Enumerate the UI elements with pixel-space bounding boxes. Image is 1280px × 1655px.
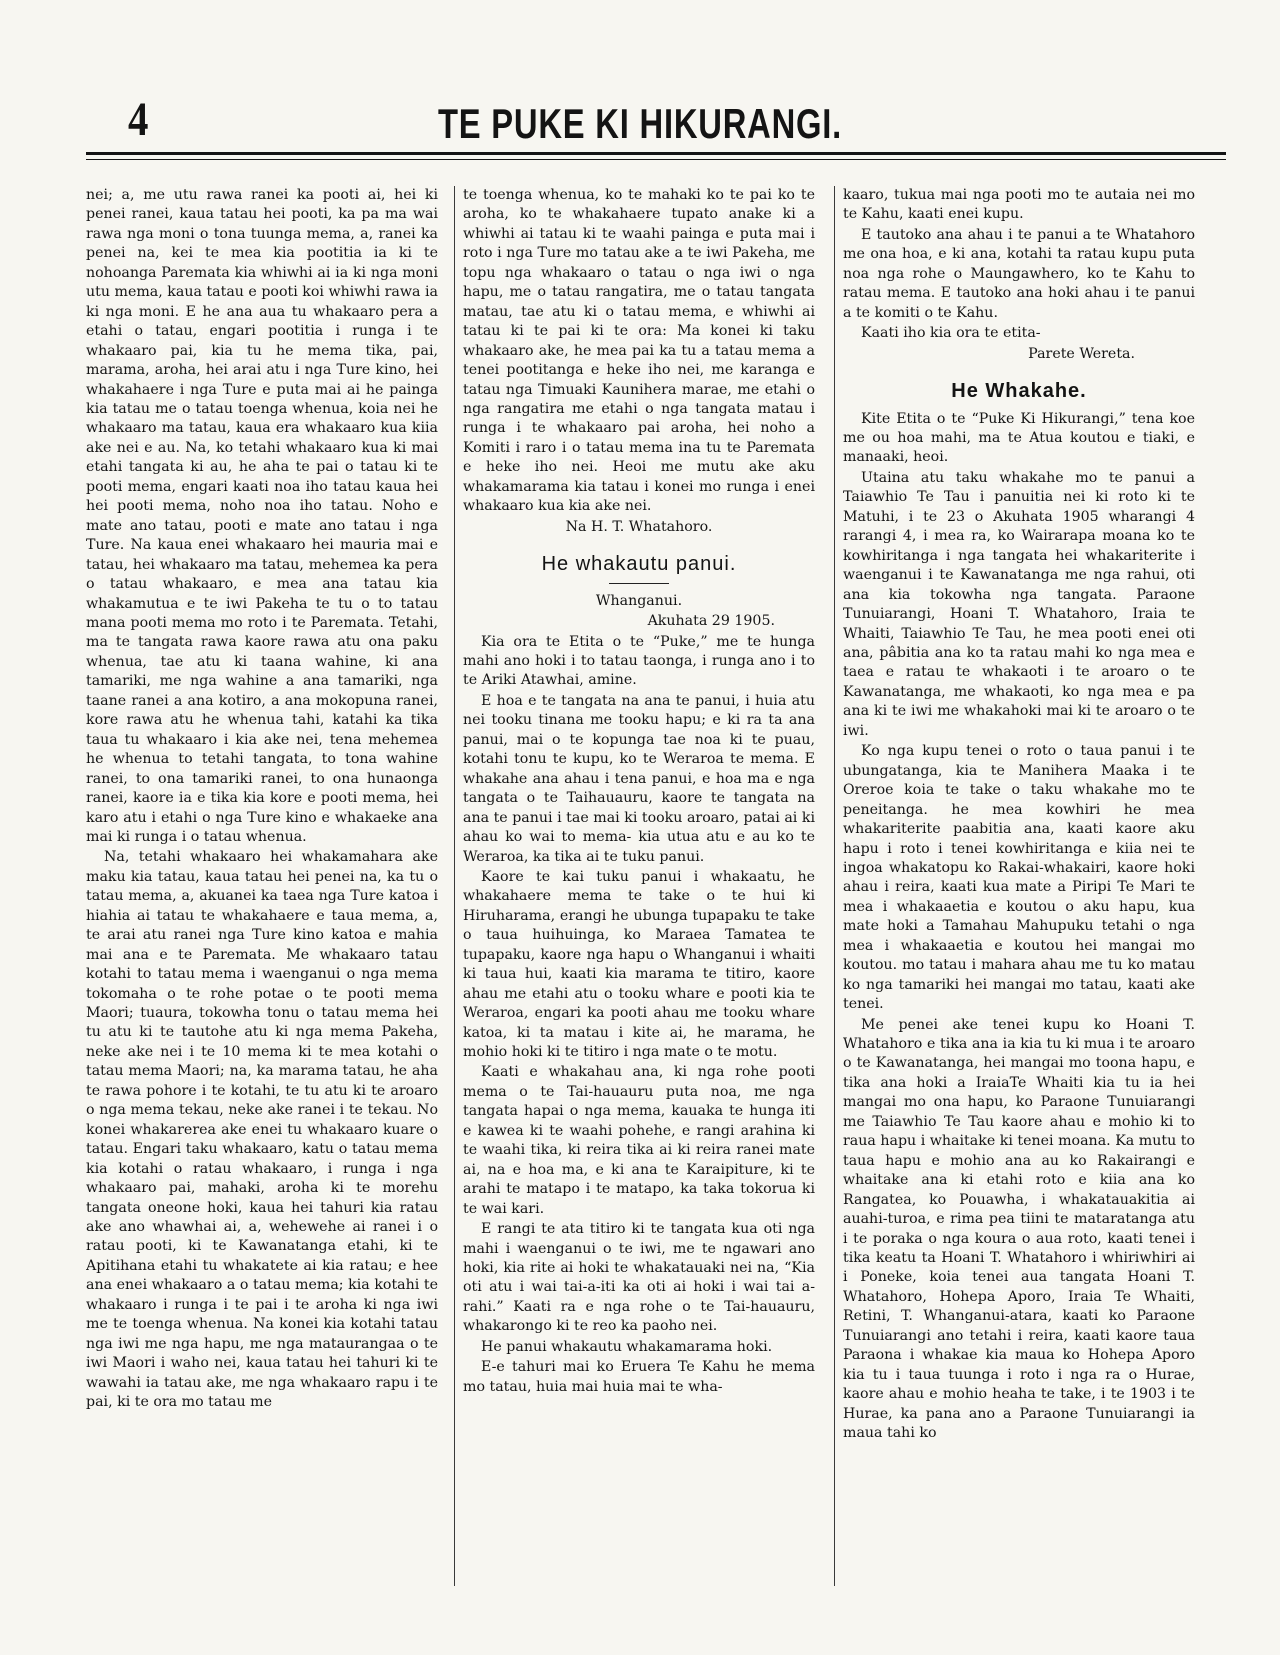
col2-paragraph-7: He panui whakautu whakamarama hoki. <box>481 1338 773 1355</box>
col1-paragraph-1: nei; a, me utu rawa ranei ka pooti ai, hei ki penei ranei, kaua tatau hei pooti, ka pa ma wai rawa nga moni o tona tuunga mema, a, ranei ka penei na, kei te mea kia pootitia ia ki te nohoanga Paremata kia whiwhi ai ia ki nga moni utu mema, kaua tatau e pooti koi whiwhi rawa ia ki nga moni. E he ana aua tu whakaaro pera a etahi o tatau, engari pootitia i runga i te whakaaro pai, kia tu he mema tika, pai, marama, aroha, hei arai atu i nga Ture kino, hei whakahaere i nga Ture e puta mai ai he painga kia tatau me o tatau toenga whenua, koia nei he whakaaro ma tatau, kaua era whakaaro kua kiia ake nei e au. Na, ko tetahi whakaaro kua ki mai etahi tangata ki au, he aha te pai o tatau ki te pooti mema, engari kaati noa iho tatau kaua hei hei pooti mema, noho noa iho tatau. Noho e mate ano tatau, pooti e mate ano tatau i nga Ture. Na kaua enei whakaaro hei mauria mai e tatau, hei whakaaro ma tatau, mehemea ka pera o tatau whakaaro, e mea ana tatau kia whakamutua e te iwi Pakeha te tu o to tatau mana pooti mema mo roto i te Paremata. Tetahi, ma te tangata rawa kaore rawa atu ona paku whenua, tae atu ki taana wahine, ki ana tamariki, me nga wahine a ana tamariki, nga taane ranei a ana kotiro, a ana mokopuna ranei, kore rawa atu he whenua tahi, katahi ka tika taua tu whakaaro i kia ake nei, tena mehemea he whenua to tetahi tangata, to tona wahine ranei, to ona tamariki ranei, to ona hunaonga ranei, kaore ia e tika kia kore e pooti mema, hei karo atu i etahi o nga Ture kino e whakaeke ana mai ki runga i o tatau whenua. <box>86 187 438 845</box>
header-rule-thin <box>86 159 1226 160</box>
col3-paragraph-4: Kite Etita o te “Puke Ki Hikurangi,” tena koe me ou hoa mahi, ma te Atua koutou e tiaki, e manaaki, heoi. <box>843 410 1195 466</box>
column-3 <box>843 186 1195 1646</box>
col3-paragraph-5: Utaina atu taku whakahe mo te panui a Taiawhio Te Tau i panuitia nei ki roto ki te Matuhi, i te 23 o Akuhata 1905 wharangi 4 rarangi 4, i mea ra, ko Wairarapa moana ko te kowhiritanga i nga tangata hei whakariterite i waenganui i te Kawanatanga me nga rahui, oti ana kia tokowha nga tangata. Paraone Tunuiarangi, Hoani T. Whatahoro, Iraia te Whaiti, Taiawhio Te Tau, he mea pooti enei oti ana, pâbitia ana ko ta ratau mahi ko nga mea e taea e ratau te whakaoti i te aroaro o te Kawanatanga, me whakaoti, ko nga mea e pa ana ki te iwi me whakahoki mai ki te aroaro o te iwi. <box>843 469 1195 739</box>
article-heading-whakautu: He whakautu panui. <box>541 553 737 576</box>
col2-signature: Na H. T. Whatahoro. <box>565 518 713 535</box>
col2-paragraph-2: Kia ora te Etita o te “Puke,” me te hunga mahi ano hoki i to tatau taonga, i runga ano i to te Ariki Atawhai, amine. <box>463 633 815 689</box>
dateline-date: Akuhata 29 1905. <box>647 613 775 630</box>
masthead-title <box>0 100 1280 148</box>
col3-paragraph-3: Kaati iho kia ora te etita- <box>861 325 1041 342</box>
col2-paragraph-5: Kaati e whakahau ana, ki nga rohe pooti mema o te Tai-hauauru puta noa, me nga tangata hapai o nga mema, kauaka te hunga iti e kawea ki te waahi pohehe, e rangi arahina ki te waahi tika, ki reira tika ai ki reira ranei mate ai, na e hoa ma, e ki ana te Karaipiture, ki te arahi te matapo i te matapo, ka taka tokorua ki te wai kari. <box>463 1064 815 1217</box>
page-number: 4 <box>128 93 149 146</box>
col2-paragraph-8: E-e tahuri mai ko Eruera Te Kahu he mema mo tatau, huia mai huia mai te wha- <box>463 1359 815 1395</box>
column-divider-2 <box>834 186 835 1586</box>
col3-paragraph-1: kaaro, tukua mai nga pooti mo te autaia nei mo te Kahu, kaati enei kupu. <box>843 187 1195 223</box>
col2-paragraph-6: E rangi te ata titiro ki te tangata kua oti nga mahi i waenganui o te iwi, me te ngawari ano hoki, kia rite ai hoki te whakatauaki nei na, “Kia oti atu i wai tai-a-iti ka oti ai hoki i wai tai a-rahi.” Kaati ra e nga rohe o te Tai-hauauru, whakarongo ki te reo ka paoho nei. <box>463 1221 815 1335</box>
article-heading-whakahe: He Whakahe. <box>951 380 1087 403</box>
col3-paragraph-7: Me penei ake tenei kupu ko Hoani T. Whatahoro e tika ana ia kia tu ki mua i te aroaro o te Kawanatanga, hei mangai mo toona hapu, e tika ana hoki a IraiaTe Whaiti kia tu ia hei mangai mo ona hapu, ko Paraone Tunuiarangi me Taiawhio Te Tau kaore ahau e mohio ki to raua hapu i whaitake ki tenei moana. Ka mutu to taua hapu e mohio ana au ko Rakairangi e whaitake ana ki etahi roto e kiia ana ko Rangatea, ko Pouawha, i whakatauakitia ai auahi-turoa, e rima pea tiini te mataratanga atu i te poraka o nga koura o aua roto, kaati tenei i tika keatu ta Hoani T. Whatahoro i whiriwhiri ai i Poneke, koia tenei aua tangata Hoani T. Whatahoro, Hohepa Aporo, Iraia Te Whaiti, Retini, T. Whanganui-atara, kaati ko Paraone Tunuiarangi ano tetahi i reira, kaati kaore taua Paraona i whakae kia maua ko Hohepa Aporo kia tu i taua tuunga i roto i nga ra o Hurae, kaore ahau e mohio heaha te take, i te 1903 i te Hurae, ka pana ano a Paraone Tunuiarangi ia maua tahi ko <box>843 1016 1195 1442</box>
column-divider-1 <box>454 186 455 1586</box>
col2-paragraph-4: Kaore te kai tuku panui i whakaatu, he whakahaere mema te take o te hui ki Hiruharama, erangi he ubunga tupapaku te take o taua huihuinga, ko Maraea Tamatea te tupapaku, kaore nga hapu o Whanganui i whaiti ki taua hui, kaati kia marama te titiro, kaore ahau me etahi atu o tooku whare e pooti kia te Weraroa, engari ka pooti ahau me tooku whare katoa, ki ta matau i kite ai, he marama, he mohio hoki ki te titiro i nga mate o te motu. <box>463 868 815 1061</box>
col3-paragraph-6: Ko nga kupu tenei o roto o taua panui i te ubungatanga, kia te Manihera Maaka i te Oreroe koia te take o taku whakahe mo te peneitanga. he mea kowhiri he mea whakariterite paabitia ana, kaati kaore aku hapu i roto i tenei kowhiritanga e kiia nei te ingoa whakatopu ko Rakai-whakairi, kaore hoki ahau i reira, kaati kua mate a Piripi Te Mari te mea i whakaaetia e koutou o aku hapu, kua mate hoki a Tamahau Mahupuku tetahi o nga mea i whakaaetia e koutou hei mangai mo koutou. mo tatau i mahara ahau me tu ko matau ko nga tamariki hei mangai mo tatau, kaati ake tenei. <box>843 743 1195 1013</box>
masthead-text: TE PUKE KI HIKURANGI. <box>437 100 843 147</box>
col2-paragraph-3: E hoa e te tangata na ana te panui, i huia atu nei tooku tinana me tooku hapu; e ki ra ta ana panui, mai o te kopunga tae noa ki te puau, kotahi tonu te kupu, ko te Weraroa te mema. E whakahe ana ahau i tena panui, e hoa ma e nga tangata o te Taihauauru, kaore te tangata na ana te panui i tae mai ki tooku aroaro, patai ai ki ahau ko wai to mema- kia utua atu e au ko te Weraroa, ka tika ai te tuku panui. <box>463 692 815 865</box>
col2-paragraph-1: te toenga whenua, ko te mahaki ko te pai ko te aroha, ko te whakahaere tupato anake ki a whiwhi ai tatau ki te waahi painga e puta mai i roto i nga Ture mo tatau ake a te iwi Pakeha, me topu nga whakaaro o tatau o nga iwi o nga hapu, me o tatau rangatira, me o tatau tangata matau, tae atu ki o tatau mema, e whiwhi ai tatau ki te pai ki te ora: Ma konei ki taku whakaaro ake, he mea pai ka tu a tatau mema a tenei pootitanga e heke iho nei, me karanga e tatau nga Timuaki Kaunihera marae, me etahi o nga rangatira me etahi o nga tangata matau i runga i te whakaaro pai aroha, hei noho a Komiti i raro i o tatau mema ina tu te Paremata e heke iho nei. Heoi me mutu ake aku whakamarama kia tatau i konei mo runga i enei whakaaro kua kia ake nei. <box>463 187 815 515</box>
column-2 <box>463 186 815 1646</box>
dateline-place: Whanganui. <box>595 592 683 609</box>
col3-signature: Parete Wereta. <box>1028 345 1135 362</box>
col3-paragraph-2: E tautoko ana ahau i te panui a te Whatahoro me ona hoa, e ki ana, kotahi ta ratau kupu puta noa nga rohe o Maungawhero, ko te Kahu to ratau mema. E tautoko ana hoki ahau i te panui a te komiti o te Kahu. <box>843 226 1195 321</box>
heading-rule <box>609 583 669 584</box>
column-1 <box>86 186 438 1646</box>
header-rule-thick <box>86 152 1226 155</box>
col1-paragraph-2: Na, tetahi whakaaro hei whakamahara ake maku kia tatau, kaua tatau hei penei na, ka tu o tatau mema, a, akuanei ka taea nga Ture katoa i hiahia ai tatau te whakahaere e taua mema, a, te arai atu ranei nga Ture kino katoa e mahia mai ana e te Paremata. Me whakaaro tatau kotahi to tatau mema i waenganui o nga mema tokomaha o te rohe potae o te pooti mema Maori; tuaura, tokowha tonu o tatau mema hei tu atu ki te tautohe atu ki nga mema Pakeha, neke ake nei i te 10 mema ki te mea kotahi o tatau mema Maori; na, ka marama tatau, he aha te rawa pohore i te kotahi, te tu atu ki te aroaro o nga mema tekau, neke ake ranei i te tekau. No konei whakarerea ake enei tu whakaaro kuare o tatau. Engari taku whakaaro, katu o tatau mema kia kotahi o ratau whakaaro, i runga i nga whakaaro pai, mahaki, aroha ki te morehu tangata oneone hoki, kaua hei tahuri kia ratau ake ano whawhai ai, a, wehewehe ai ranei i o ratau pooti, ki te Kawanatanga etahi, ki te Apitihana etahi tu whakatete ai kia ratau; e hee ana enei whakaaro a o tatau mema; kia kotahi te whakaaro i runga i te pai i te aroha ki nga iwi me te toenga whenua. Na konei kia kotahi tatau nga iwi me nga hapu, me nga mataurangaa o te iwi Maori i waho nei, kaua tatau hei tahuri ki te wawahi ia tatau ake, me nga whakaaro rapu i te pai, ki te ora mo tatau me <box>86 849 438 1411</box>
